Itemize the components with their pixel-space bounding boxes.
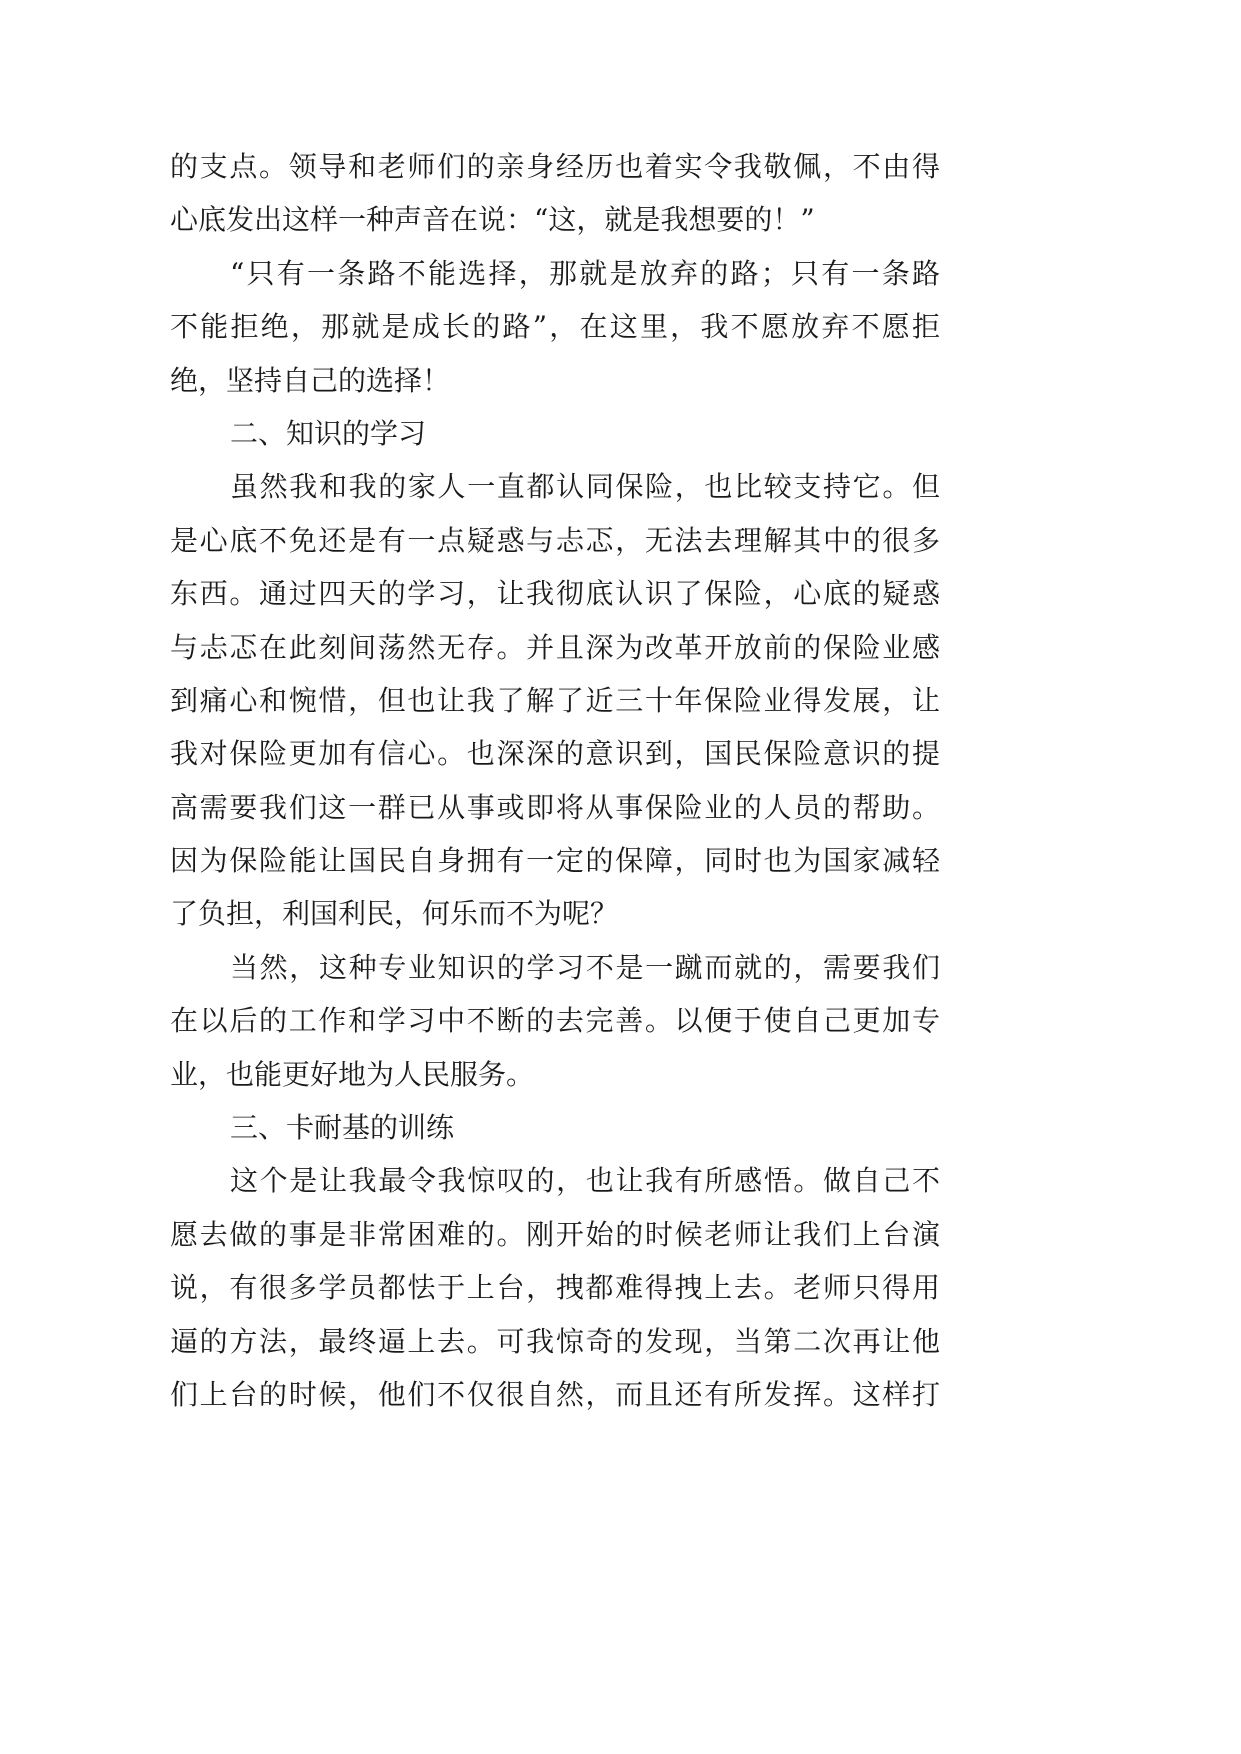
text-line: 逼的方法，最终逼上去。可我惊奇的发现，当第二次再让他 [170,1324,940,1358]
text-line: 我对保险更加有信心。也深深的意识到，国民保险意识的提 [170,737,940,771]
text-line: 们上台的时候，他们不仅很自然，而且还有所发挥。这样打 [170,1377,940,1411]
text-line: 当然，这种专业知识的学习不是一蹴而就的，需要我们 [230,950,940,984]
text-line: 高需要我们这一群已从事或即将从事保险业的人员的帮助。 [170,790,940,824]
text-line: 业，也能更好地为人民服务。 [170,1057,535,1091]
text-line: 是心底不免还是有一点疑惑与忐忑，无法去理解其中的很多 [170,523,940,557]
text-line: 不能拒绝，那就是成长的路”，在这里，我不愿放弃不愿拒 [170,310,940,344]
text-line: “只有一条路不能选择，那就是放弃的路；只有一条路 [230,256,940,290]
section-heading: 三、卡耐基的训练 [230,1111,455,1145]
text-line: 东西。通过四天的学习，让我彻底认识了保险，心底的疑惑 [170,577,940,611]
text-line: 虽然我和我的家人一直都认同保险，也比较支持它。但 [230,470,940,504]
text-line: 因为保险能让国民自身拥有一定的保障，同时也为国家减轻 [170,844,940,878]
text-line: 到痛心和惋惜，但也让我了解了近三十年保险业得发展，让 [170,683,940,717]
text-line: 在以后的工作和学习中不断的去完善。以便于使自己更加专 [170,1004,940,1038]
text-line: 绝，坚持自己的选择！ [170,363,451,397]
text-line: 心底发出这样一种声音在说：“这，就是我想要的！” [170,203,815,237]
text-line: 这个是让我最令我惊叹的，也让我有所感悟。做自己不 [230,1164,940,1198]
text-line: 了负担，利国利民，何乐而不为呢？ [170,897,619,931]
text-line: 说，有很多学员都怯于上台，拽都难得拽上去。老师只得用 [170,1271,940,1305]
section-heading: 二、知识的学习 [230,416,427,450]
text-line: 的支点。领导和老师们的亲身经历也着实令我敬佩，不由得 [170,150,940,183]
document-body [170,140,940,1421]
text-line: 愿去做的事是非常困难的。刚开始的时候老师让我们上台演 [170,1217,940,1251]
text-line: 与忐忑在此刻间荡然无存。并且深为改革开放前的保险业感 [170,630,940,664]
